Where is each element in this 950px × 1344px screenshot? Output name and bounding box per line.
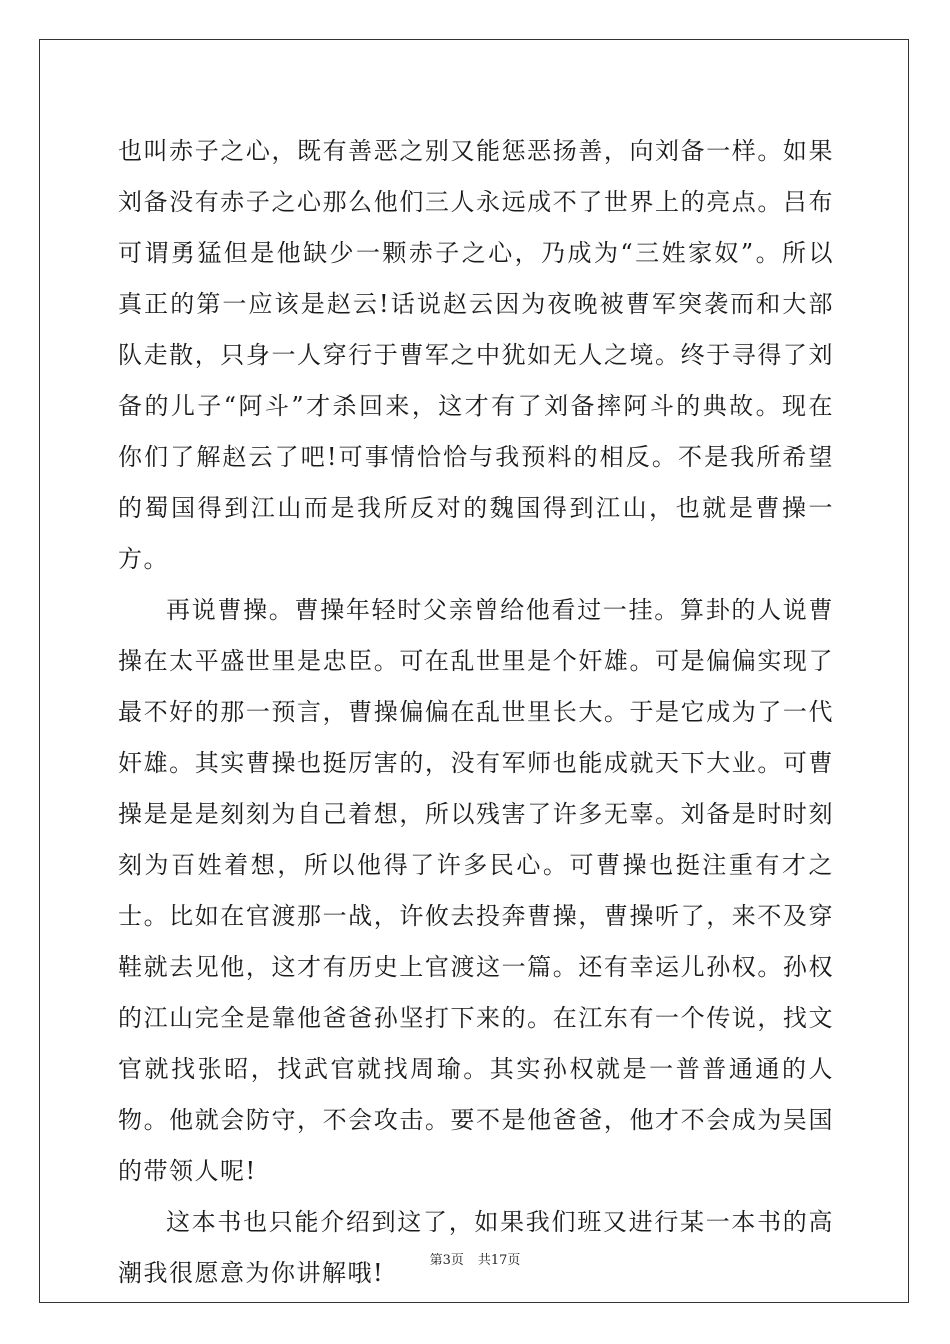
page-footer (0, 1249, 950, 1268)
paragraph-2: 再说曹操。曹操年轻时父亲曾给他看过一挂。算卦的人说曹操在太平盛世里是忠臣。可在乱世里是个奸雄。可是偏偏实现了最不好的那一预言，曹操偏偏在乱世里长大。于是它成为了一代奸雄。其实曹操也挺厉害的，没有军师也能成就天下大业。可曹操是是是刻刻为自己着想，所以残害了许多无辜。刘备是时时刻刻为百姓着想，所以他得了许多民心。可曹操也挺注重有才之士。比如在官渡那一战，许攸去投奔曹操，曹操听了，来不及穿鞋就去见他，这才有历史上官渡这一篇。还有幸运儿孙权。孙权的江山完全是靠他爸爸孙坚打下来的。在江东有一个传说，找文官就找张昭，找武官就找周瑜。其实孙权就是一普普通通的人物。他就会防守，不会攻击。要不是他爸爸，他才不会成为吴国的带领人呢! (118, 596, 834, 1185)
page-total: 共17页 (477, 1253, 521, 1268)
paragraph-3: 这本书也只能介绍到这了，如果我们班又进行某一本书的高潮我很愿意为你讲解哦! (118, 1208, 834, 1287)
page-number: 第3页 (429, 1253, 464, 1268)
document-body (118, 126, 834, 1299)
paragraph-1: 也叫赤子之心，既有善恶之别又能惩恶扬善，向刘备一样。如果刘备没有赤子之心那么他们三人永远成不了世界上的亮点。吕布可谓勇猛但是他缺少一颗赤子之心，乃成为“三姓家奴”。所以真正的第一应该是赵云!话说赵云因为夜晚被曹军突袭而和大部队走散，只身一人穿行于曹军之中犹如无人之境。终于寻得了刘备的儿子“阿斗”才杀回来，这才有了刘备摔阿斗的典故。现在你们了解赵云了吧!可事情恰恰与我预料的相反。不是我所希望的蜀国得到江山而是我所反对的魏国得到江山，也就是曹操一方。 (118, 137, 834, 573)
